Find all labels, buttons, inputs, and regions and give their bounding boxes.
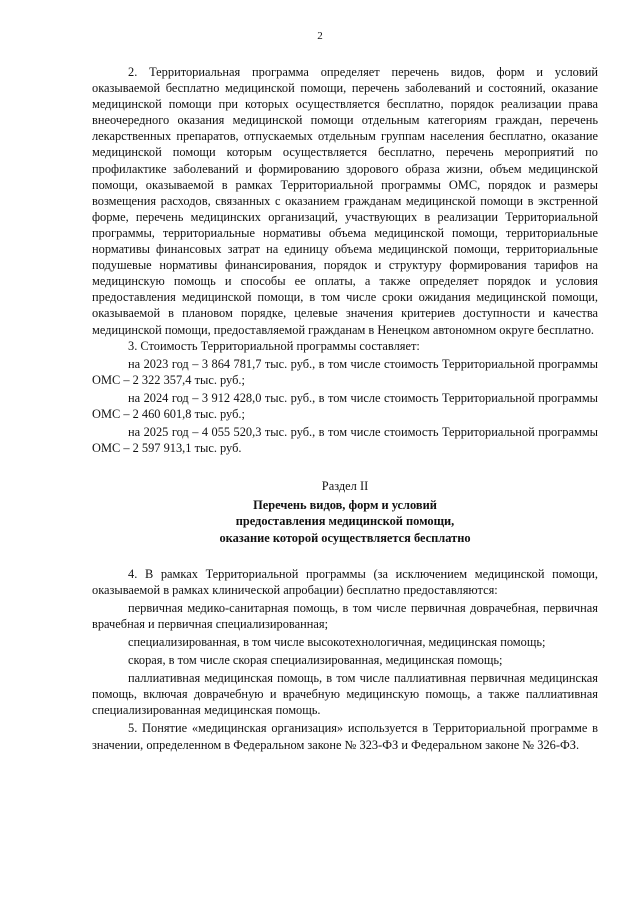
paragraph-item-4: 4. В рамках Территориальной программы (за исключением медицинской помощи, оказываемой в рамках клинической апробации) бесплатно предоставляются: <box>92 566 598 597</box>
section-label: Раздел II <box>321 479 369 494</box>
cost-2024: на 2024 год – 3 912 428,0 тыс. руб., в том числе стоимость Территориальной программы ОМС – 2 460 601,8 тыс. руб.; <box>92 390 598 421</box>
section-title-line-1: Перечень видов, форм и условий <box>253 498 437 513</box>
paragraph-item-2: 2. Территориальная программа определяет перечень видов, форм и условий оказываемой бесплатно медицинской помощи, перечень заболеваний и состояний, оказание медицинской помощи при которых осуществляется бесплатно, порядок реализации права внеочередного оказания медицинской помощи отдельным категориям граждан, перечень лекарственных препаратов, отпускаемых отдельным группам населения бесплатно, оказание медицинской помощи которым осуществляется бесплатно, перечень мероприятий по профилактике заболеваний и формированию здорового образа жизни, объем медицинской помощи, оказываемой в рамках Территориальной программы ОМС, порядок и размеры возмещения расходов, связанных с оказанием гражданам медицинской помощи в экстренной форме, перечень медицинских организаций, участвующих в реализации Территориальной программы, территориальные нормативы объема медицинской помощи, территориальные нормативы финансовых затрат на единицу объема медицинской помощи, территориальные подушевые нормативы финансирования, порядок и структуру формирования тарифов на медицинскую помощь и способы ее оплаты, а также определяет порядок и условия предоставления медицинской помощи, в том числе сроки ожидания медицинской помощи, оказываемой в плановом порядке, целевые значения критериев доступности и качества медицинской помощи, предоставляемой гражданам в Ненецком автономном округе бесплатно. <box>92 65 598 337</box>
paragraph-item-5: 5. Понятие «медицинская организация» используется в Территориальной программе в значении, определенном в Федеральном законе № 323-ФЗ и Федеральном законе № 326-ФЗ. <box>92 721 598 752</box>
section-title-line-3: оказание которой осуществляется бесплатно <box>219 530 471 545</box>
cost-2023: на 2023 год – 3 864 781,7 тыс. руб., в том числе стоимость Территориальной программы ОМС – 2 322 357,4 тыс. руб.; <box>92 356 598 387</box>
care-type-palliative: паллиативная медицинская помощь, в том числе паллиативная первичная медицинская помощь, включая доврачебную и врачебную медицинскую помощь, а также паллиативная специализированная медицинская помощь. <box>92 671 598 718</box>
care-type-specialized: специализированная, в том числе высокотехнологичная, медицинская помощь; <box>128 635 546 649</box>
document-body <box>92 64 598 753</box>
section-heading <box>92 478 598 545</box>
paragraph-item-3: 3. Стоимость Территориальной программы составляет: <box>128 338 420 353</box>
care-type-primary: первичная медико-санитарная помощь, в том числе первичная доврачебная, первичная врачебная и первичная специализированная; <box>92 600 598 631</box>
page-number: 2 <box>317 30 323 42</box>
cost-2025: на 2025 год – 4 055 520,3 тыс. руб., в том числе стоимость Территориальной программы ОМС – 2 597 913,1 тыс. руб. <box>92 425 598 456</box>
care-type-emergency: скорая, в том числе скорая специализированная, медицинская помощь; <box>128 653 503 668</box>
section-title-line-2: предоставления медицинской помощи, <box>235 514 455 529</box>
